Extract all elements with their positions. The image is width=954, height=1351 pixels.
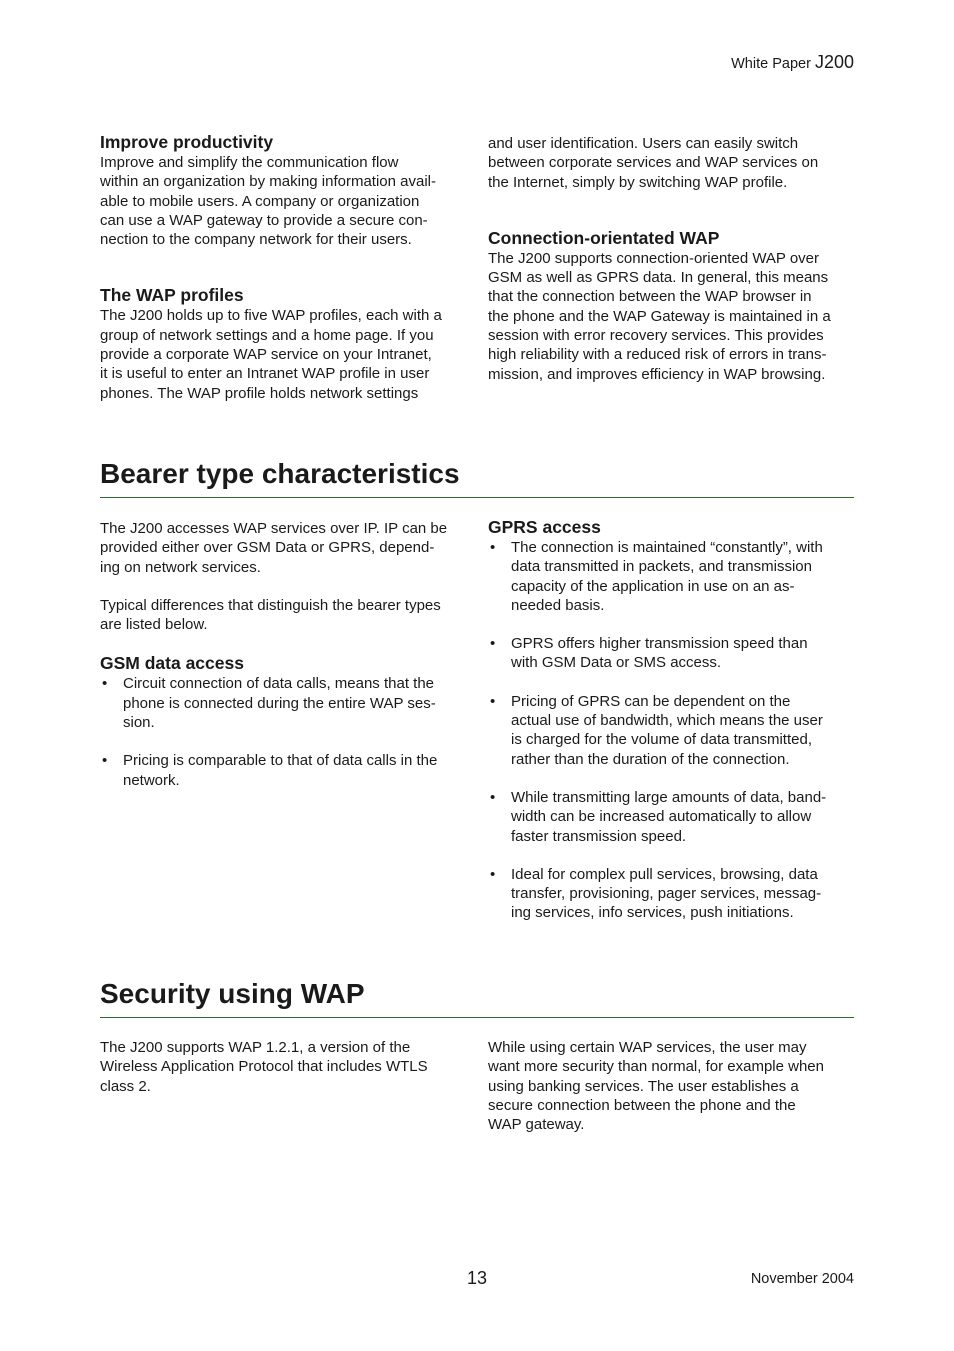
security-right-column [488, 1038, 852, 1134]
bullet-line: While transmitting large amounts of data, band- [511, 788, 827, 806]
text-line: GSM as well as GPRS data. In general, this means [488, 269, 829, 287]
bullet-line: actual use of bandwidth, which means the user [511, 712, 823, 730]
bullet-item [488, 788, 852, 846]
running-header [731, 52, 854, 73]
bullet-line: Ideal for complex pull services, browsing, data [511, 865, 818, 883]
gsm-heading: GSM data access [100, 653, 244, 674]
bearer-differences-text [100, 596, 464, 635]
text-line: The J200 supports WAP 1.2.1, a version of the [100, 1039, 411, 1056]
text-line: Improve and simplify the communication flow [100, 154, 399, 171]
text-line: class 2. [100, 1077, 151, 1095]
security-left-text [100, 1038, 464, 1096]
bullet-line: faster transmission speed. [511, 827, 687, 845]
bearer-section-title: Bearer type characteristics [100, 457, 854, 498]
bullet-item [488, 634, 852, 673]
header-label: White Paper [731, 56, 811, 72]
text-line: provided either over GSM Data or GPRS, depend- [100, 539, 435, 557]
bullet-line: Pricing is comparable to that of data calls in the [123, 752, 438, 770]
text-line: within an organization by making information avail- [100, 173, 437, 191]
bullet-line: GPRS offers higher transmission speed than [511, 635, 808, 653]
profiles-text-continued [488, 134, 852, 192]
text-line: nection to the company network for their users. [100, 231, 412, 249]
gprs-heading: GPRS access [488, 517, 601, 537]
page-number: 13 [466, 1268, 488, 1288]
text-line: Wireless Application Protocol that includes WTLS [100, 1058, 428, 1076]
bullet-line: rather than the duration of the connection. [511, 750, 790, 768]
bullet-line: transfer, provisioning, pager services, messag- [511, 885, 822, 903]
bearer-right-column [488, 517, 852, 923]
text-line: The J200 accesses WAP services over IP. IP can be [100, 520, 448, 537]
connection-text [488, 249, 852, 384]
text-line: high reliability with a reduced risk of errors in trans- [488, 346, 827, 364]
text-line: group of network settings and a home page. If you [100, 326, 434, 344]
text-line: WAP gateway. [488, 1116, 585, 1134]
gprs-bullet-list [488, 538, 852, 923]
text-line: ing on network services. [100, 558, 261, 576]
text-line: can use a WAP gateway to provide a secure con- [100, 211, 428, 229]
bullet-line: The connection is maintained “constantly”, with [511, 539, 823, 556]
profiles-text [100, 306, 464, 402]
text-line: and user identification. Users can easily switch [488, 135, 799, 152]
intro-left-column [100, 132, 464, 403]
bullet-item [488, 692, 852, 769]
bullet-line: Pricing of GPRS can be dependent on the [511, 692, 791, 710]
bullet-item [100, 674, 464, 732]
bullet-line: data transmitted in packets, and transmission [511, 558, 812, 576]
header-model: J200 [814, 52, 854, 72]
text-line: using banking services. The user establishes a [488, 1077, 799, 1095]
profiles-heading: The WAP profiles [100, 285, 244, 306]
text-line: provide a corporate WAP service on your Intranet, [100, 346, 432, 364]
bearer-intro-text [100, 519, 464, 577]
text-line: The J200 holds up to five WAP profiles, each with a [100, 307, 442, 325]
text-line: While using certain WAP services, the user may [488, 1039, 807, 1056]
bullet-line: ing services, info services, push initiations. [511, 904, 794, 922]
text-line: session with error recovery services. This provides [488, 327, 824, 345]
text-line: mission, and improves efficiency in WAP browsing. [488, 365, 826, 383]
bullet-item [100, 751, 464, 790]
text-line: able to mobile users. A company or organization [100, 192, 420, 210]
bullet-line: with GSM Data or SMS access. [511, 654, 722, 672]
bullet-line: network. [123, 771, 180, 789]
connection-heading: Connection-orientated WAP [488, 227, 720, 248]
bullet-line: Circuit connection of data calls, means that the [123, 675, 435, 693]
improve-heading: Improve productivity [100, 132, 274, 152]
intro-right-column [488, 134, 852, 384]
text-line: are listed below. [100, 616, 208, 634]
text-line: phones. The WAP profile holds network settings [100, 384, 419, 402]
gsm-bullet-list [100, 674, 464, 789]
security-left-column [100, 1038, 464, 1096]
text-line: the phone and the WAP Gateway is maintained in a [488, 307, 831, 325]
text-line: The J200 supports connection-oriented WAP over [488, 249, 820, 267]
security-right-text [488, 1038, 852, 1134]
bullet-item [488, 538, 852, 615]
text-line: that the connection between the WAP browser in [488, 288, 812, 306]
bullet-line: capacity of the application in use on an as- [511, 577, 795, 595]
security-section-title: Security using WAP [100, 977, 854, 1018]
bullet-line: is charged for the volume of data transmitted, [511, 731, 812, 749]
bearer-left-column [100, 519, 464, 790]
footer-date: November 2004 [750, 1271, 854, 1287]
bullet-line: phone is connected during the entire WAP ses- [123, 694, 436, 712]
text-line: it is useful to enter an Intranet WAP profile in user [100, 365, 430, 383]
text-line: want more security than normal, for example when [488, 1058, 824, 1076]
bullet-line: sion. [123, 714, 155, 732]
text-line: Typical differences that distinguish the bearer types [100, 596, 441, 614]
text-line: the Internet, simply by switching WAP profile. [488, 173, 788, 191]
bullet-line: needed basis. [511, 596, 605, 614]
improve-text [100, 153, 464, 249]
bullet-line: width can be increased automatically to allow [511, 808, 812, 826]
text-line: between corporate services and WAP services on [488, 154, 819, 172]
text-line: secure connection between the phone and the [488, 1096, 796, 1114]
bullet-item [488, 865, 852, 923]
